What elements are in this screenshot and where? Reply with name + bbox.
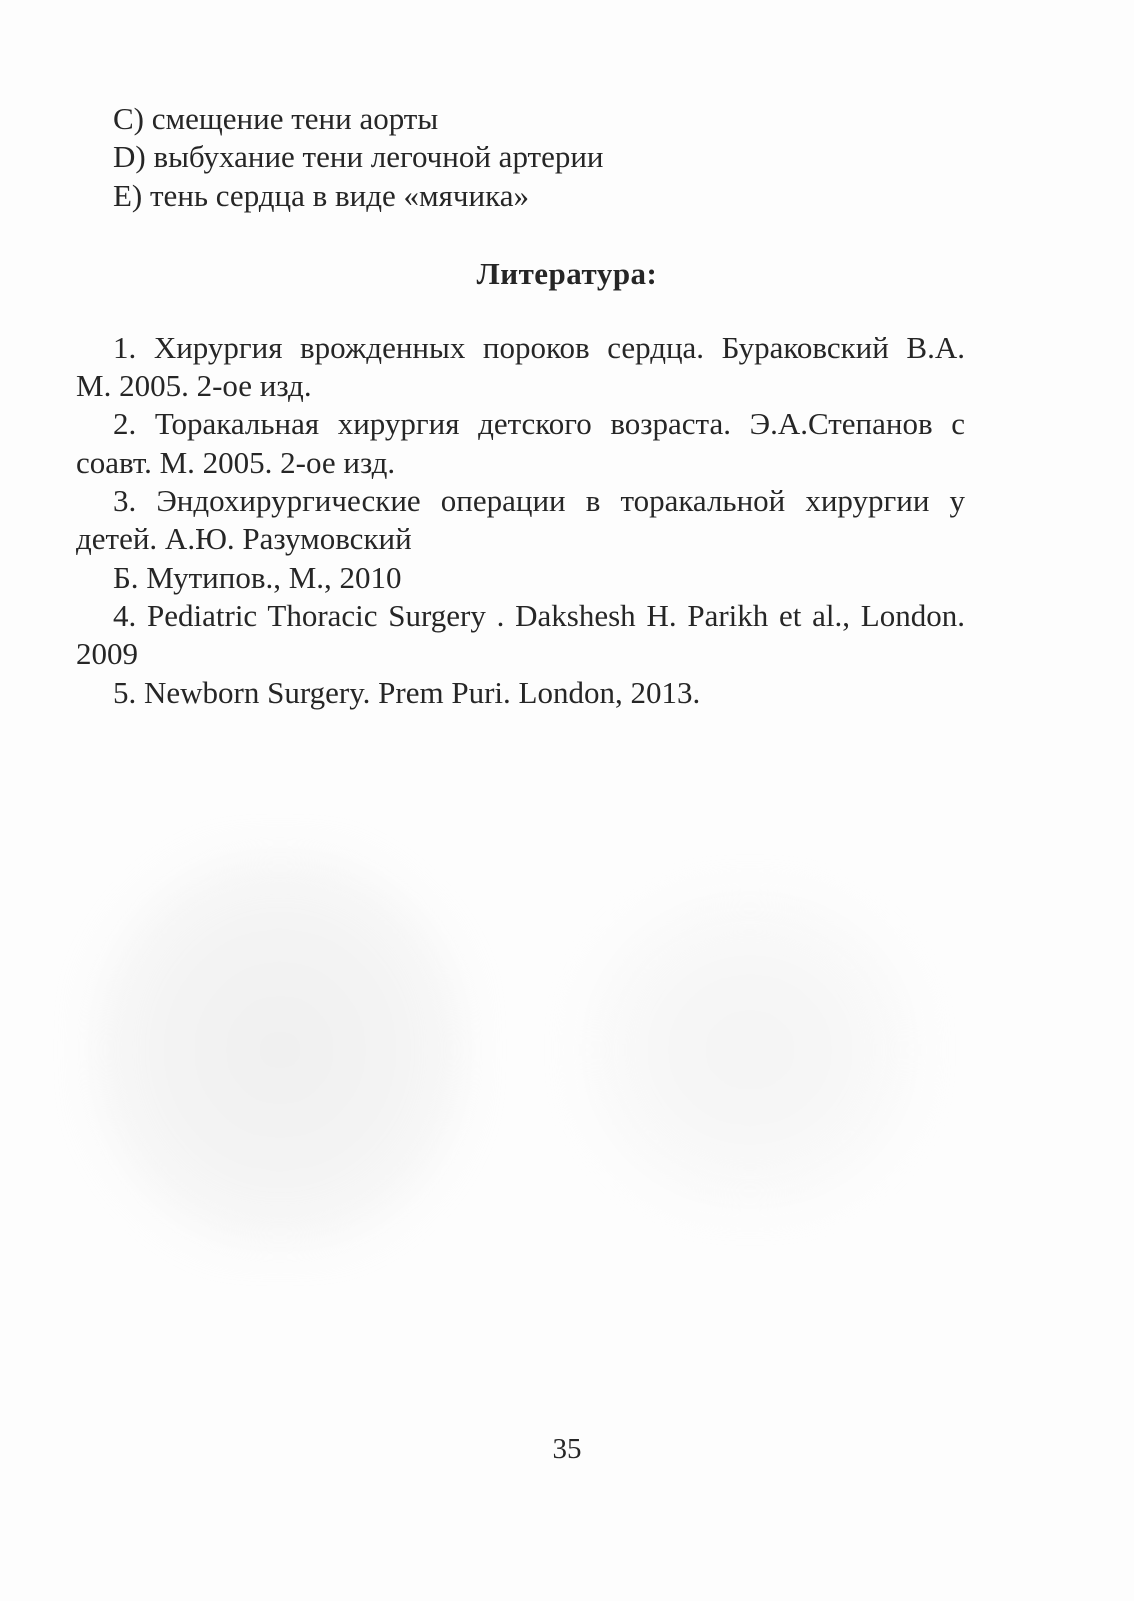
- reference-4-line-1: 4. Pediatric Thoracic Surgery . Dakshesh H. Parikh et al., London.: [113, 598, 965, 633]
- answer-option-d: D) выбухание тени легочной артерии: [113, 139, 604, 174]
- page-number: 35: [552, 1433, 582, 1465]
- reference-1-line-1: 1. Хирургия врожденных пороков сердца. Бураковский В.А.: [113, 330, 965, 365]
- answer-option-c: С) смещение тени аорты: [113, 101, 439, 136]
- reference-4-line-2: 2009: [76, 636, 138, 671]
- reference-3-line-2: детей. А.Ю. Разумовский: [76, 521, 412, 556]
- answer-option-e: E) тень сердца в виде «мячика»: [113, 178, 529, 213]
- reference-5-line-1: 5. Newborn Surgery. Prem Puri. London, 2013.: [113, 675, 701, 710]
- reference-1-line-2: М. 2005. 2-ое изд.: [76, 368, 312, 403]
- reference-3-line-1: 3. Эндохирургические операции в торакальной хирургии у: [113, 483, 965, 518]
- section-heading: Литература:: [476, 256, 658, 291]
- reference-3-line-3: Б. Мутипов., М., 2010: [113, 560, 402, 595]
- reference-2-line-2: соавт. М. 2005. 2-ое изд.: [76, 445, 396, 480]
- reference-2-line-1: 2. Торакальная хирургия детского возраста. Э.А.Степанов с: [113, 406, 965, 441]
